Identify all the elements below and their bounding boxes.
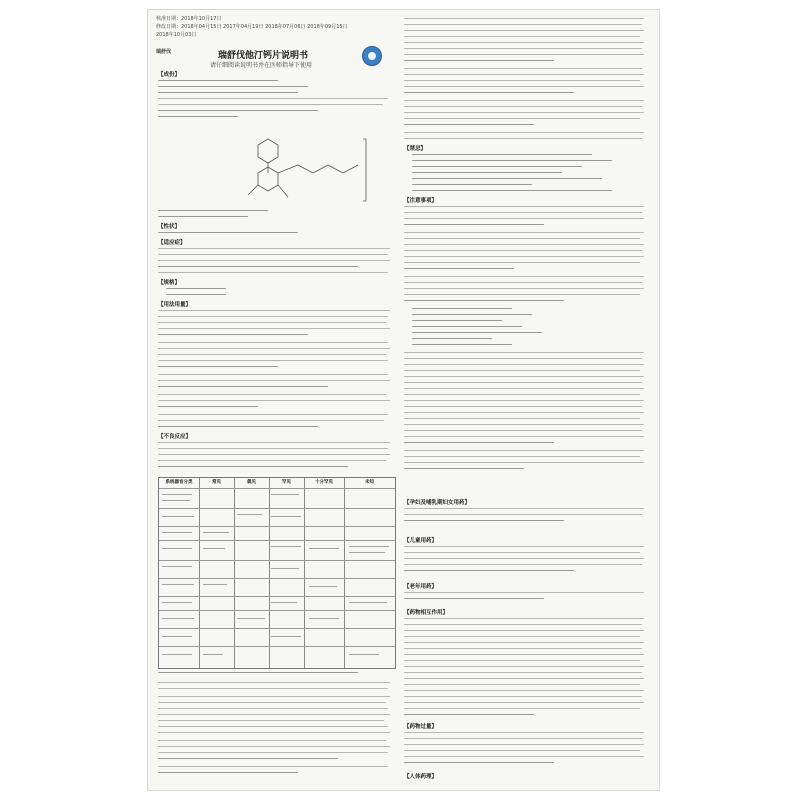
section-heading-indications: 【适应症】	[158, 240, 186, 246]
section-heading-adverse-reactions: 【不良反应】	[158, 434, 192, 440]
table-header: 常见	[212, 480, 221, 485]
document-subtitle: 请仔细阅读说明书并在医师指导下使用	[210, 62, 313, 69]
table-header: 十分罕见	[315, 480, 333, 485]
section-heading-pediatric: 【儿童用药】	[404, 538, 438, 544]
manufacturer-logo-icon	[362, 46, 382, 66]
section-heading-pharmacology: 【人体药理】	[404, 774, 438, 780]
table-header: 罕见	[282, 480, 291, 485]
section-heading-pregnancy: 【孕妇及哺乳期妇女用药】	[404, 500, 471, 506]
table-header: 系统器官分类	[165, 480, 193, 485]
section-heading-overdose: 【药物过量】	[404, 724, 438, 730]
revision-dates-cont: 2018年10月03日	[156, 32, 197, 38]
approval-date: 核准日期：2018年10月17日	[156, 16, 222, 22]
section-heading-precautions: 【注意事项】	[404, 198, 438, 204]
document-title: 瑞舒伐他汀钙片说明书	[218, 51, 309, 61]
section-heading-specification: 【规格】	[158, 280, 181, 286]
revision-dates: 修改日期：2018年04月15日 2017年04月19日 2018年07月06日 2018年09月15日	[156, 24, 348, 30]
table-header: 偶见	[247, 480, 256, 485]
section-heading-contraindications: 【禁忌】	[404, 146, 427, 152]
section-heading-geriatric: 【老年用药】	[404, 584, 438, 590]
table-header: 未知	[365, 480, 374, 485]
brand-name: 瑞舒伐	[156, 49, 172, 55]
section-heading-ingredients: 【成份】	[158, 72, 181, 78]
section-heading-appearance: 【性状】	[158, 224, 181, 230]
section-heading-interactions: 【药物相互作用】	[404, 610, 449, 616]
adverse-reactions-table	[158, 477, 396, 669]
section-heading-dosage: 【用法用量】	[158, 302, 192, 308]
package-insert-sheet	[148, 10, 659, 790]
chemical-structure-diagram	[238, 135, 368, 205]
